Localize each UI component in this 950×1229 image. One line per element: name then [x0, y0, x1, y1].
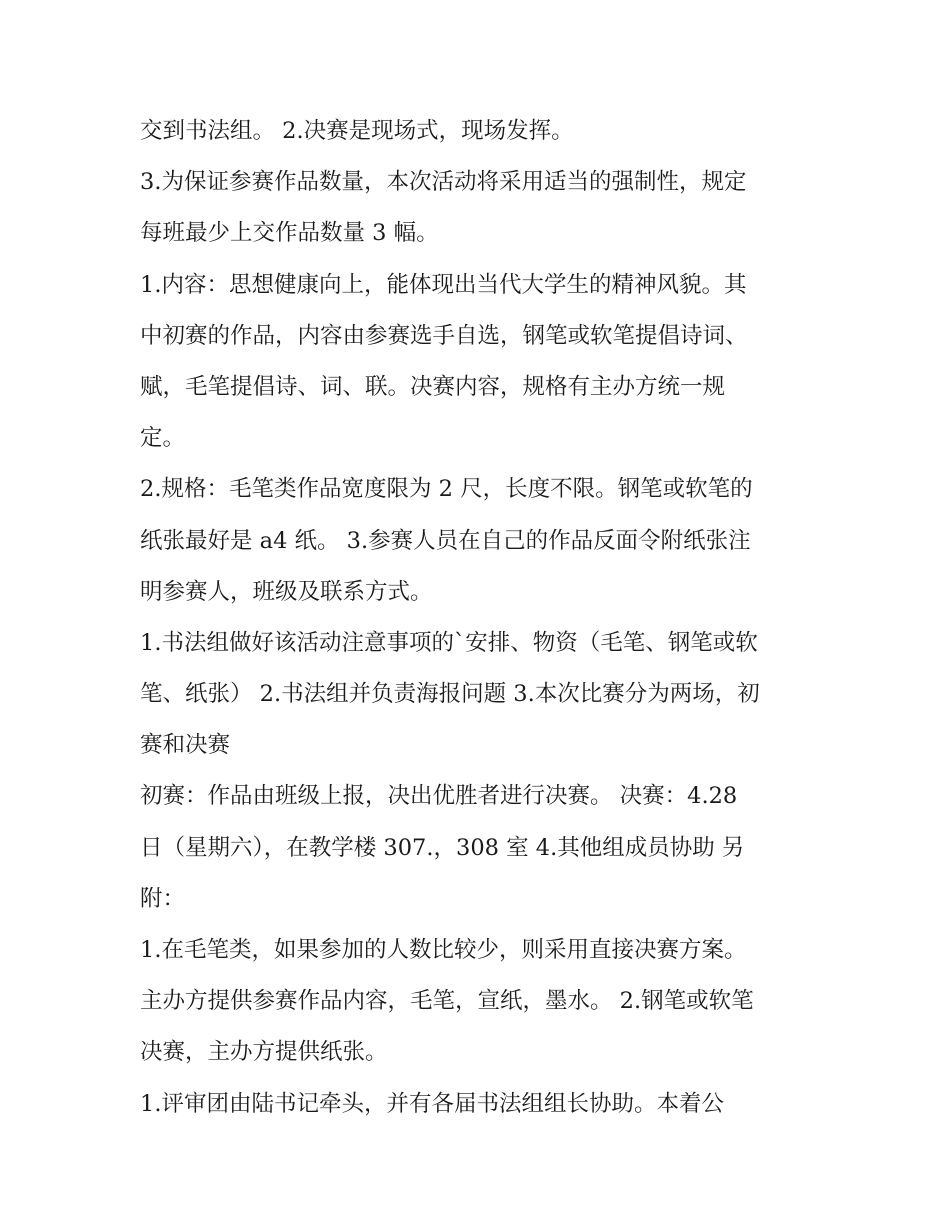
text-line: 每班最少上交作品数量 3 幅。	[140, 220, 439, 247]
text-line: 1.在毛笔类，如果参加的人数比较少，则采用直接决赛方案。	[140, 937, 747, 963]
text-line: 中初赛的作品，内容由参赛选手自选，钢笔或软笔提倡诗词、	[140, 322, 748, 349]
paragraph	[140, 260, 820, 465]
text-line: 笔、纸张） 2.书法组并负责海报问题 3.本次比赛分为两场，初	[140, 681, 760, 708]
text-line: 3.为保证参赛作品数量，本次活动将采用适当的强制性，规定	[140, 169, 747, 196]
text-line: 主办方提供参赛作品内容，毛笔，宣纸，墨水。 2.钢笔或软笔	[140, 988, 754, 1015]
text-line: 决赛，主办方提供纸张。	[140, 1039, 388, 1066]
paragraph	[140, 106, 820, 157]
text-line: 附：	[140, 885, 186, 912]
text-line: 2.规格：毛笔类作品宽度限为 2 尺，长度不限。钢笔或软笔的	[140, 476, 753, 503]
text-line: 1.内容：思想健康向上，能体现出当代大学生的精神风貌。其	[140, 271, 747, 298]
text-line: 1.书法组做好该活动注意事项的`安排、物资（毛笔、钢笔或软	[140, 629, 758, 656]
paragraph	[140, 618, 820, 772]
paragraph	[140, 771, 820, 925]
text-line: 定。	[140, 425, 186, 452]
text-line: 1.评审团由陆书记牵头，并有各届书法组组长协助。本着公	[140, 1090, 724, 1117]
text-line: 赛和决赛	[140, 732, 231, 759]
paragraph	[140, 925, 820, 1079]
text-line: 明参赛人，班级及联系方式。	[140, 578, 433, 605]
text-line: 日（星期六），在教学楼 307.，308 室 4.其他组成员协助 另	[140, 834, 745, 861]
text-line: 初赛：作品由班级上报，决出优胜者进行决赛。 决赛：4.28	[140, 783, 738, 810]
text-line: 交到书法组。 2.决赛是现场式，现场发挥。	[140, 118, 574, 144]
paragraph	[140, 157, 820, 259]
paragraph	[140, 1079, 820, 1130]
document-body	[140, 106, 820, 1130]
text-line: 赋，毛笔提倡诗、词、联。决赛内容，规格有主办方统一规	[140, 373, 726, 400]
paragraph	[140, 464, 820, 618]
text-line: 纸张最好是 a4 纸。 3.参赛人员在自己的作品反面令附纸张注	[140, 527, 751, 554]
